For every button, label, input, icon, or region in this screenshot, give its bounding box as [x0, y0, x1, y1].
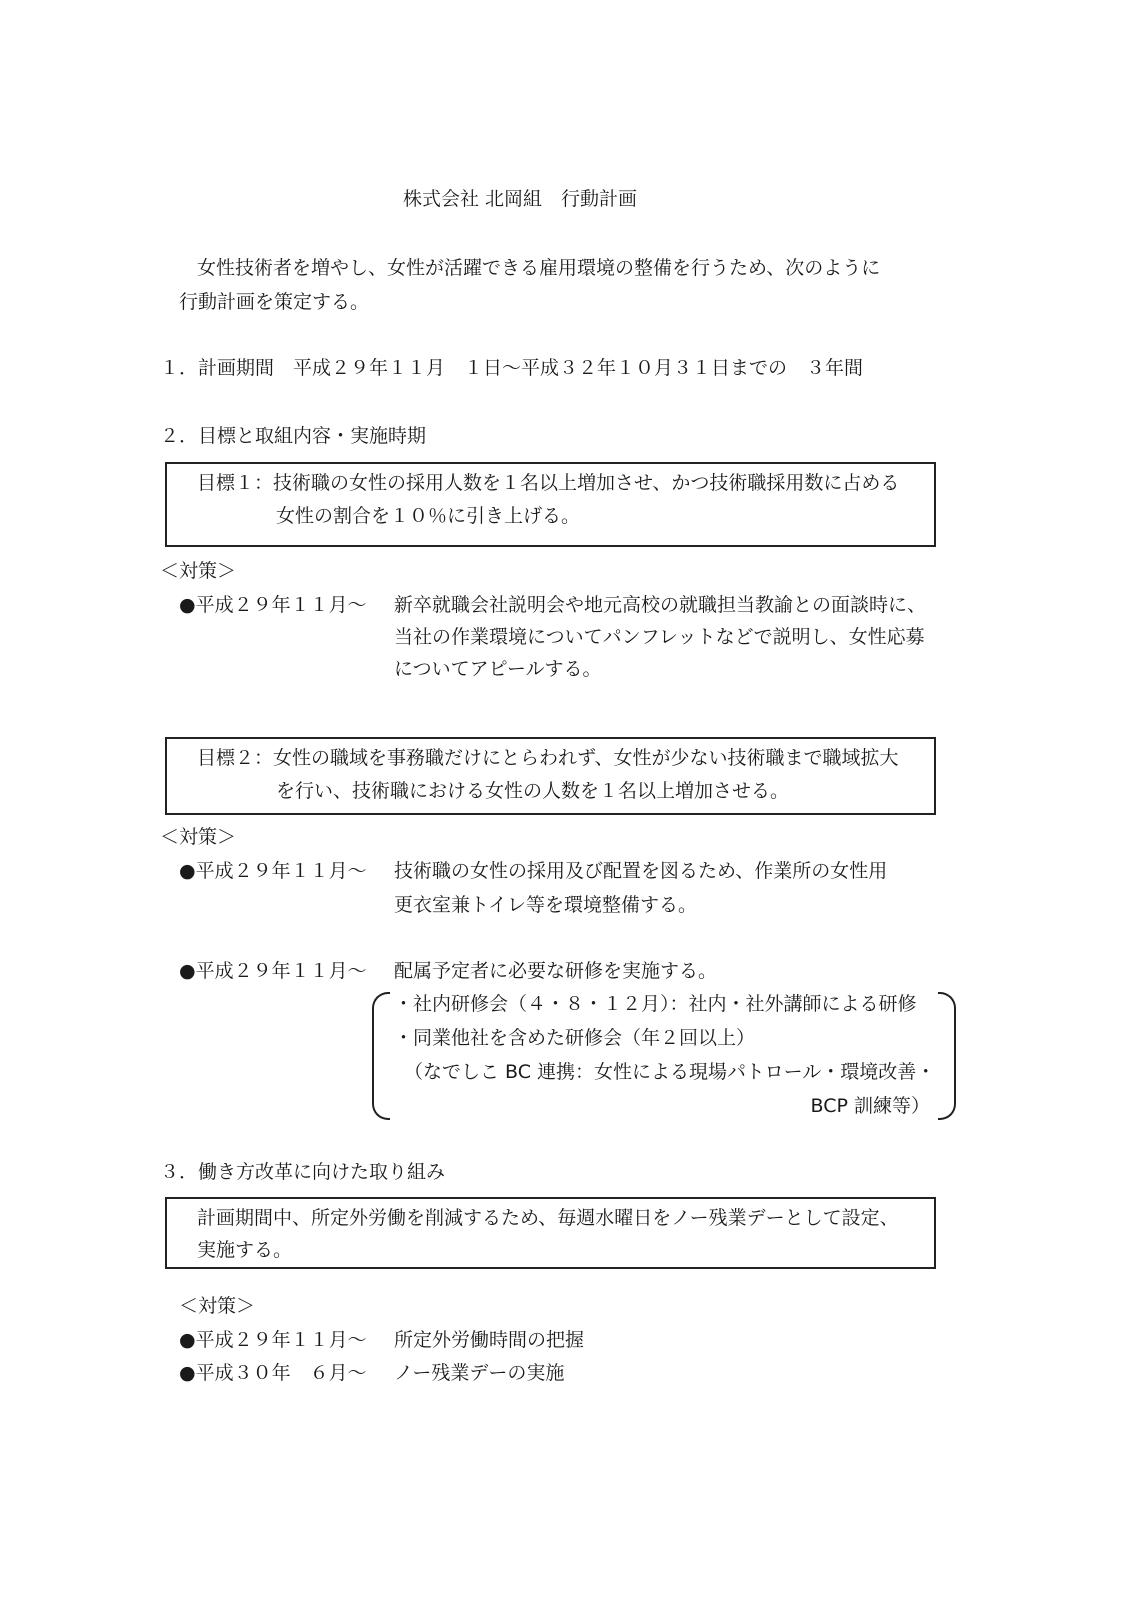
goal1-line-1: 目標１：技術職の女性の採用人数を１名以上増加させ、かつ技術職採用数に占める: [197, 472, 900, 494]
goal1-measures-label: ＜対策＞: [160, 560, 237, 582]
goal2-measure2-date: ●平成２９年１１月～: [179, 960, 367, 982]
goal2-line-2: を行い、技術職における女性の人数を１名以上増加させる。: [276, 780, 790, 802]
workstyle-measure2-date: ●平成３０年 ６月～: [179, 1362, 367, 1384]
workstyle-heading: ３．働き方改革に向けた取り組み: [160, 1161, 446, 1183]
goal1-measure1-line-2: 当社の作業環境についてパンフレットなどで説明し、女性応募: [394, 626, 925, 648]
plan-period: １．計画期間 平成２９年１１月 １日～平成３２年１０月３１日までの ３年間: [160, 357, 864, 379]
training-line-3: （なでしこ BC 連携：女性による現場パトロール・環境改善・: [404, 1061, 936, 1083]
left-bracket: [372, 992, 390, 1120]
goal2-line-1: 目標２：女性の職域を事務職だけにとらわれず、女性が少ない技術職まで職域拡大: [197, 747, 899, 769]
workstyle-measure1-date: ●平成２９年１１月～: [179, 1329, 367, 1351]
goal1-measure1-line-3: についてアピールする。: [394, 658, 602, 680]
goal1-measure1-line-1: 新卒就職会社説明会や地元高校の就職担当教諭との面談時に、: [394, 594, 927, 616]
training-line-4: BCP 訓練等）: [810, 1095, 930, 1117]
goal2-measure1-date: ●平成２９年１１月～: [179, 860, 367, 882]
intro-line-1: 女性技術者を増やし、女性が活躍できる雇用環境の整備を行うため、次のように: [197, 257, 881, 279]
workstyle-box-line-2: 実施する。: [197, 1239, 293, 1261]
page-title: 株式会社 北岡組 行動計画: [403, 188, 638, 210]
workstyle-measure2-text: ノー残業デーの実施: [394, 1362, 565, 1384]
training-line-2: ・同業他社を含めた研修会（年２回以上）: [394, 1027, 756, 1049]
right-bracket: [938, 992, 956, 1120]
workstyle-box-line-1: 計画期間中、所定外労働を削減するため、毎週水曜日をノー残業デーとして設定、: [197, 1207, 899, 1229]
intro-line-2: 行動計画を策定する。: [179, 291, 370, 313]
goal1-line-2: 女性の割合を１０％に引き上げる。: [276, 505, 581, 527]
workstyle-measure1-text: 所定外労働時間の把握: [394, 1329, 585, 1351]
goal2-measure1-line-1: 技術職の女性の採用及び配置を図るため、作業所の女性用: [394, 860, 888, 882]
goal2-measures-label: ＜対策＞: [160, 826, 237, 848]
goals-heading: ２．目標と取組内容・実施時期: [160, 425, 427, 447]
workstyle-measures-label: ＜対策＞: [179, 1295, 256, 1317]
goal2-measure1-line-2: 更衣室兼トイレ等を環境整備する。: [394, 894, 698, 916]
training-line-1: ・社内研修会（４・８・１２月）：社内・社外講師による研修: [394, 993, 917, 1015]
goal2-measure2-text: 配属予定者に必要な研修を実施する。: [394, 960, 718, 982]
goal1-measure1-date: ●平成２９年１１月～: [179, 594, 367, 616]
